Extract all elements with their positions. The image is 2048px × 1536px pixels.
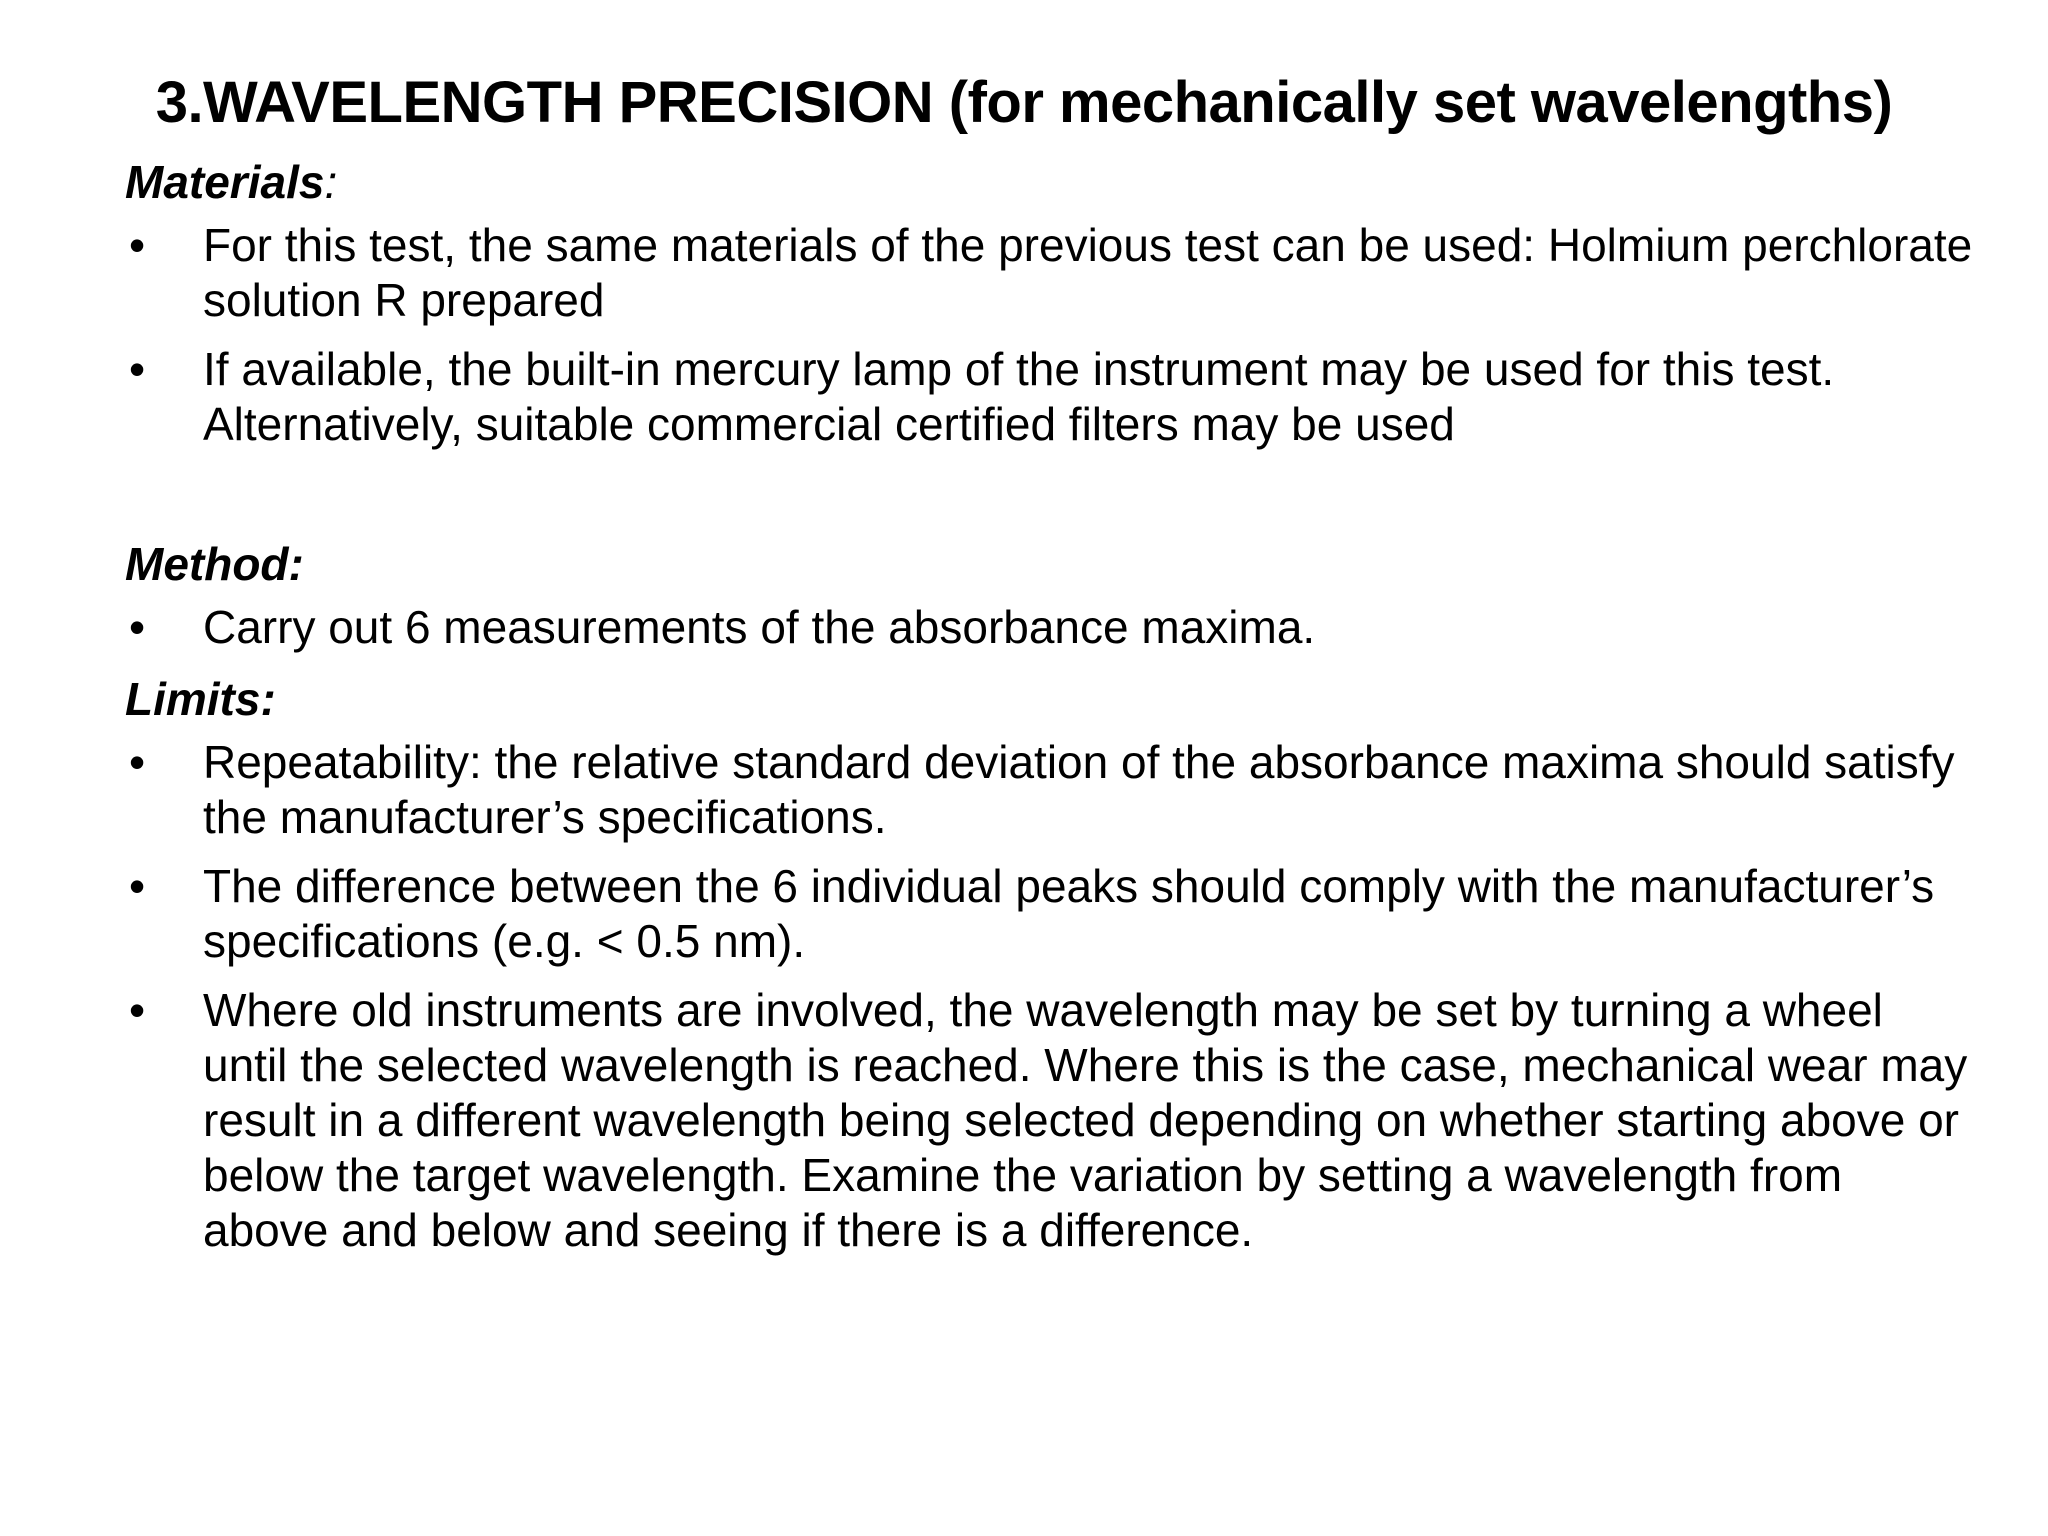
slide-body: [125, 146, 1975, 1272]
materials-item-1: For this test, the same materials of the previous test can be used: Holmium perchlorate solution R prepared: [203, 219, 1973, 326]
list-item: [125, 218, 1975, 328]
materials-heading-text: Materials: [125, 156, 325, 208]
materials-list: [125, 218, 1975, 452]
bullet-icon: •: [129, 219, 146, 271]
list-item: [125, 859, 1975, 969]
bullet-icon: •: [129, 601, 146, 653]
list-item: [125, 983, 1975, 1258]
list-item: [125, 735, 1975, 845]
materials-item-2: If available, the built-in mercury lamp of the instrument may be used for this test. Alternatively, suitable commercial certified filters may be used: [203, 343, 1835, 450]
limits-item-2: The difference between the 6 individual peaks should comply with the manufacturer’s specifications (e.g. < 0.5 nm).: [203, 860, 1935, 967]
method-item-1: Carry out 6 measurements of the absorbance maxima.: [203, 601, 1316, 653]
materials-heading: [125, 146, 1975, 218]
limits-list: [125, 735, 1975, 1258]
slide-title: 3.WAVELENGTH PRECISION (for mechanically set wavelengths): [155, 70, 1893, 135]
bullet-icon: •: [129, 736, 146, 788]
section-spacer: [125, 466, 1975, 528]
method-heading: Method:: [125, 538, 304, 590]
bullet-icon: •: [129, 343, 146, 395]
limits-item-3: Where old instruments are involved, the wavelength may be set by turning a wheel until the selected wavelength is reached. Where this is the case, mechanical wear may result in a different wavelength being selected depending on whether starting above or below the target wavelength. Examine the variation by setting a wavelength from above and below and seeing if there is a difference.: [203, 984, 1968, 1256]
list-item: [125, 342, 1975, 452]
limits-item-1: Repeatability: the relative standard deviation of the absorbance maxima should satisfy the manufacturer’s specifications.: [203, 736, 1955, 843]
materials-heading-colon: :: [324, 156, 338, 208]
list-item: [125, 600, 1975, 655]
limits-heading: Limits:: [125, 673, 276, 725]
method-list: [125, 600, 1975, 655]
bullet-icon: •: [129, 860, 146, 912]
bullet-icon: •: [129, 984, 146, 1036]
